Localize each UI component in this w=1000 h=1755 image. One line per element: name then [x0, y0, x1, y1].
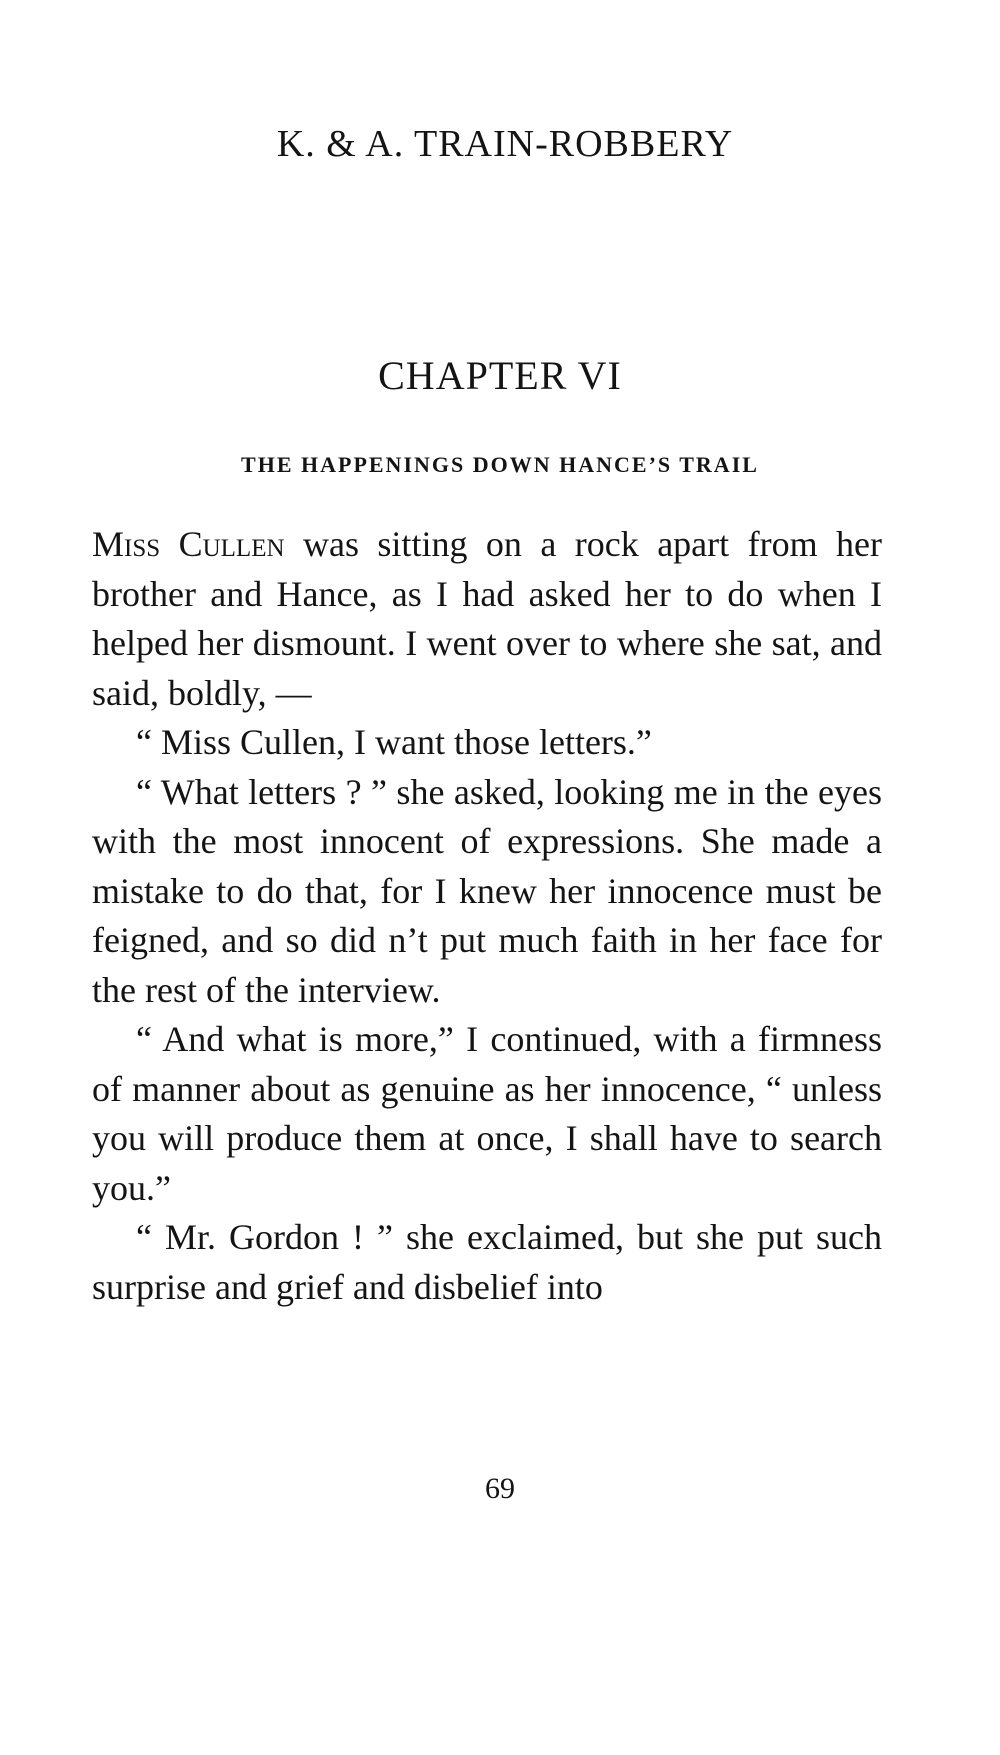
paragraph-lead: Miss Cullen: [92, 524, 285, 564]
running-head: K. & A. TRAIN-ROBBERY: [276, 123, 734, 165]
paragraph: “ Mr. Gordon ! ” she exclaimed, but she put such surprise and grief and disbelief into: [92, 1217, 882, 1307]
paragraph: [92, 520, 882, 718]
chapter-title: THE HAPPENINGS DOWN HANCE’S TRAIL: [241, 452, 759, 477]
page-number: 69: [485, 1472, 515, 1505]
paragraph: “ What letters ? ” she asked, looking me in the eyes with the most innocent of expressions. She made a mistake to do that, for I knew her innocence must be feigned, and so did n’t put much faith in her face for the rest of the interview.: [92, 771, 882, 1010]
paragraph: “ And what is more,” I continued, with a firmness of manner about as genuine as her innocence, “ unless you will produce them at once, I shall have to search you.”: [92, 1019, 882, 1208]
body-text: [92, 520, 882, 1312]
paragraph-text: was sitting on a rock apart from her brother and Hance, as I had asked her to do when I helped her dismount. I went over to where she sat, and said, boldly, —: [92, 524, 882, 713]
chapter-number: CHAPTER VI: [378, 353, 622, 398]
paragraph: “ Miss Cullen, I want those letters.”: [136, 722, 652, 762]
